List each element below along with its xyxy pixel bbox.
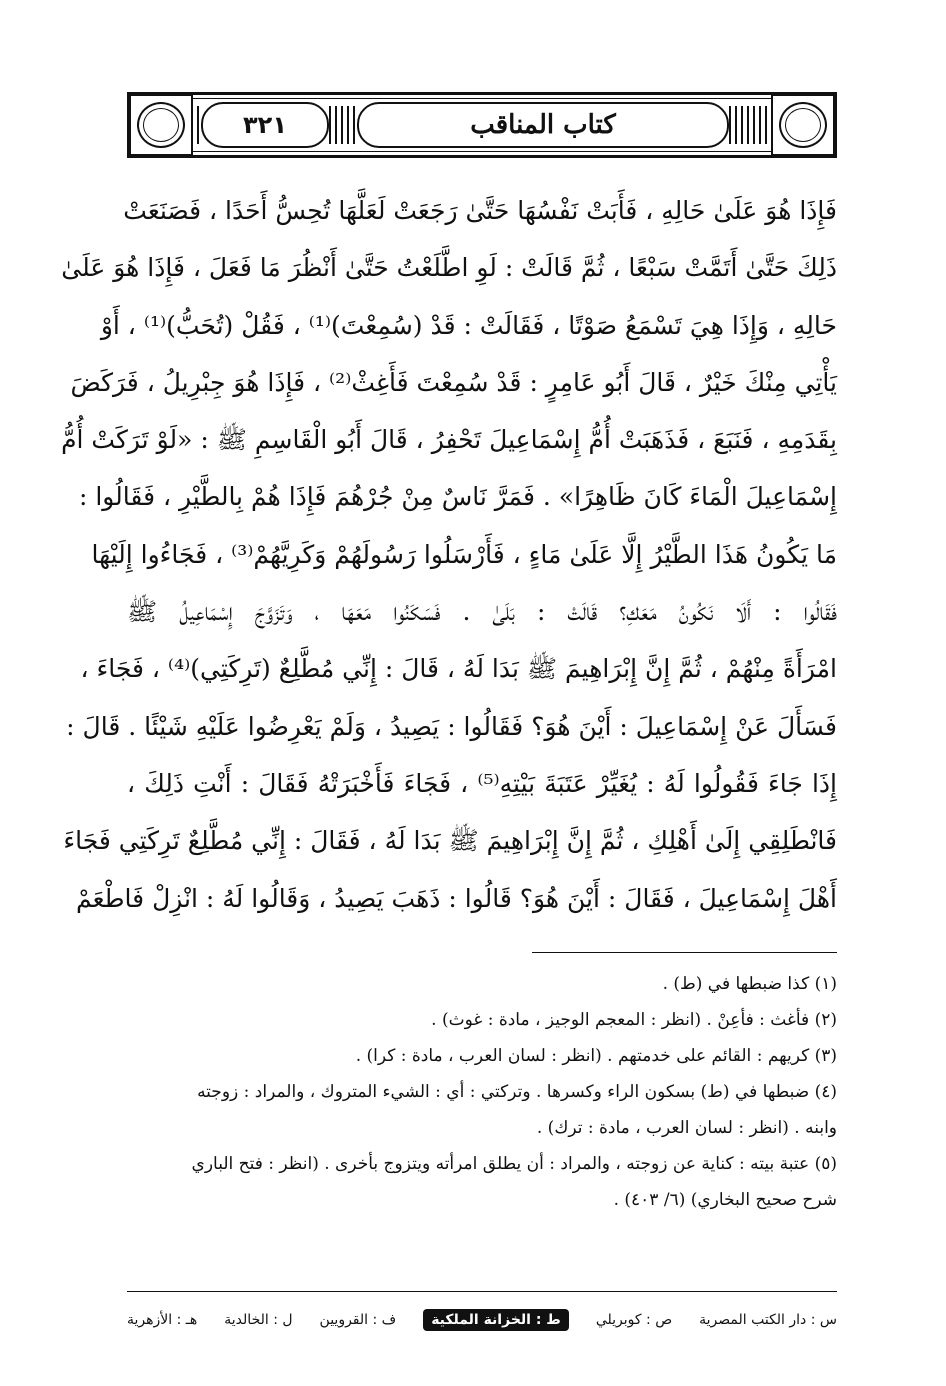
text-line: فَقَالُوا : أَلَا نَكُونُ مَعَكِ؟ قَالَتْ : بَلَىٰ . فَسَكَنُوا مَعَهَا ، وَتَزَوَّجَ إِسْمَاعِيلُ ﷺ	[127, 597, 837, 627]
text-line: فَانْطَلِقِي إِلَىٰ أَهْلِكِ ، ثُمَّ إِنَّ إِبْرَاهِيمَ ﷺ بَدَا لَهُ ، فَقَالَ : إِنِّي مُطَّلِعٌ تَرِكَتِي فَجَاءَ	[63, 826, 837, 856]
text-line: فَسَأَلَ عَنْ إِسْمَاعِيلَ : أَيْنَ هُوَ؟ فَقَالُوا : يَصِيدُ ، وَلَمْ يَعْرِضُوا عَلَيْهِ شَيْئًا . قَالَ :	[66, 711, 837, 741]
text-line: مَا يَكُونُ هَذَا الطَّيْرُ إِلَّا عَلَىٰ مَاءٍ ، فَأَرْسَلُوا رَسُولَهُمْ وَكَرِيَّهُمْ⁽³⁾ ، فَجَاءُوا إِلَيْهَا	[91, 539, 837, 569]
legend-item-s: س : دار الكتب المصرية	[699, 1312, 837, 1328]
footnotes	[127, 966, 837, 1218]
footnote-continuation: شرح صحيح البخاري) (٦/ ٤٠٣) .	[613, 1190, 837, 1210]
legend-item-ta-highlighted: ط : الخزانة الملكية	[423, 1309, 569, 1331]
footnote: (٥) عتبة بيته : كناية عن زوجته ، والمراد : أن يطلق امرأته ويتزوج بأخرى . (انظر : فتح الباري	[191, 1154, 837, 1174]
page-number: ٣٢١	[243, 111, 287, 139]
text-line: فَإِذَا هُوَ عَلَىٰ حَالِهِ ، فَأَبَتْ نَفْسُهَا حَتَّىٰ رَجَعَتْ لَعَلَّهَا تُحِسُّ أَحَدًا ، فَصَنَعَتْ	[123, 196, 837, 225]
text-line: أَهْلَ إِسْمَاعِيلَ ، فَقَالَ : أَيْنَ هُوَ؟ قَالُوا : ذَهَبَ يَصِيدُ ، وَقَالُوا لَهُ : انْزِلْ فَاطْعَمْ	[75, 883, 837, 913]
header-ornament-band	[329, 106, 357, 144]
text-line: حَالِهِ ، وَإِذَا هِيَ تَسْمَعُ صَوْتًا ، فَقَالَتْ : قَدْ (سُمِعْتَ)⁽¹⁾ ، فَقُلْ (تُحَبُّ)⁽¹⁾ ، أَوْ	[100, 310, 837, 340]
text-line: بِقَدَمِهِ ، فَنَبَعَ ، فَذَهَبَتْ أُمُّ إِسْمَاعِيلَ تَحْفِرُ ، قَالَ أَبُو الْقَاسِمِ ﷺ : «لَوْ تَرَكَتْ أُمُّ	[61, 425, 837, 455]
header-ornament-band	[729, 106, 771, 144]
legend-item-lam: ل : الخالدية	[224, 1312, 293, 1328]
page-number-cartouche	[201, 102, 329, 148]
page-header	[127, 92, 837, 158]
text-line: إِذَا جَاءَ فَقُولُوا لَهُ : يُغَيِّرْ عَتَبَةَ بَيْتِهِ⁽⁵⁾ ، فَجَاءَ فَأَخْبَرَتْهُ فَقَالَ : أَنْتِ ذَلِكَ ،	[127, 768, 837, 798]
legend-separator	[127, 1291, 837, 1292]
legend-item-sad: ص : كوبريلي	[595, 1312, 673, 1328]
footnote: (٤) ضبطها في (ط) بسكون الراء وكسرها . وتركتي : أي : الشيء المتروك ، والمراد : زوجته	[197, 1082, 837, 1102]
right-seal-ornament	[771, 94, 835, 156]
main-text-body	[61, 182, 837, 927]
footnote: (٣) كريهم : القائم على خدمتهم . (انظر : لسان العرب ، مادة : كرا) .	[355, 1046, 837, 1066]
footnote-separator	[532, 952, 837, 953]
text-line: امْرَأَةً مِنْهُمْ ، ثُمَّ إِنَّ إِبْرَاهِيمَ ﷺ بَدَا لَهُ ، قَالَ : إِنِّي مُطَّلِعٌ (تَرِكَتِي)⁽⁴⁾ ، فَجَاءَ ،	[80, 654, 837, 684]
left-seal-ornament	[129, 94, 193, 156]
legend-item-fa: ف : القرويين	[319, 1312, 397, 1328]
footnote: (١) كذا ضبطها في (ط) .	[662, 974, 837, 994]
book-title: كتاب المناقب	[470, 110, 616, 140]
book-title-cartouche	[357, 102, 729, 148]
footnote: (٢) فأغث : فأعِنْ . (انظر : المعجم الوجيز ، مادة : غوث) .	[431, 1010, 837, 1030]
text-line: ذَلِكَ حَتَّىٰ أَتَمَّتْ سَبْعًا ، ثُمَّ قَالَتْ : لَوِ اطَّلَعْتُ حَتَّىٰ أَنْظُرَ مَا فَعَلَ ، فَإِذَا هُوَ عَلَىٰ	[61, 253, 837, 283]
footnote-continuation: وابنه . (انظر : لسان العرب ، مادة : ترك) .	[536, 1118, 837, 1138]
text-line: يَأْتِي مِنْكَ خَيْرٌ ، قَالَ أَبُو عَامِرٍ : قَدْ سُمِعْتَ فَأَغِثْ⁽²⁾ ، فَإِذَا هُوَ جِبْرِيلُ ، فَرَكَضَ	[70, 367, 837, 397]
legend-item-ha: هـ : الأزهرية	[127, 1312, 198, 1328]
text-line: إِسْمَاعِيلَ الْمَاءَ كَانَ ظَاهِرًا» . فَمَرَّ نَاسٌ مِنْ جُرْهُمَ فَإِذَا هُمْ بِالطَّيْرِ ، فَقَالُوا :	[78, 482, 837, 512]
manuscript-legend	[127, 1300, 837, 1340]
